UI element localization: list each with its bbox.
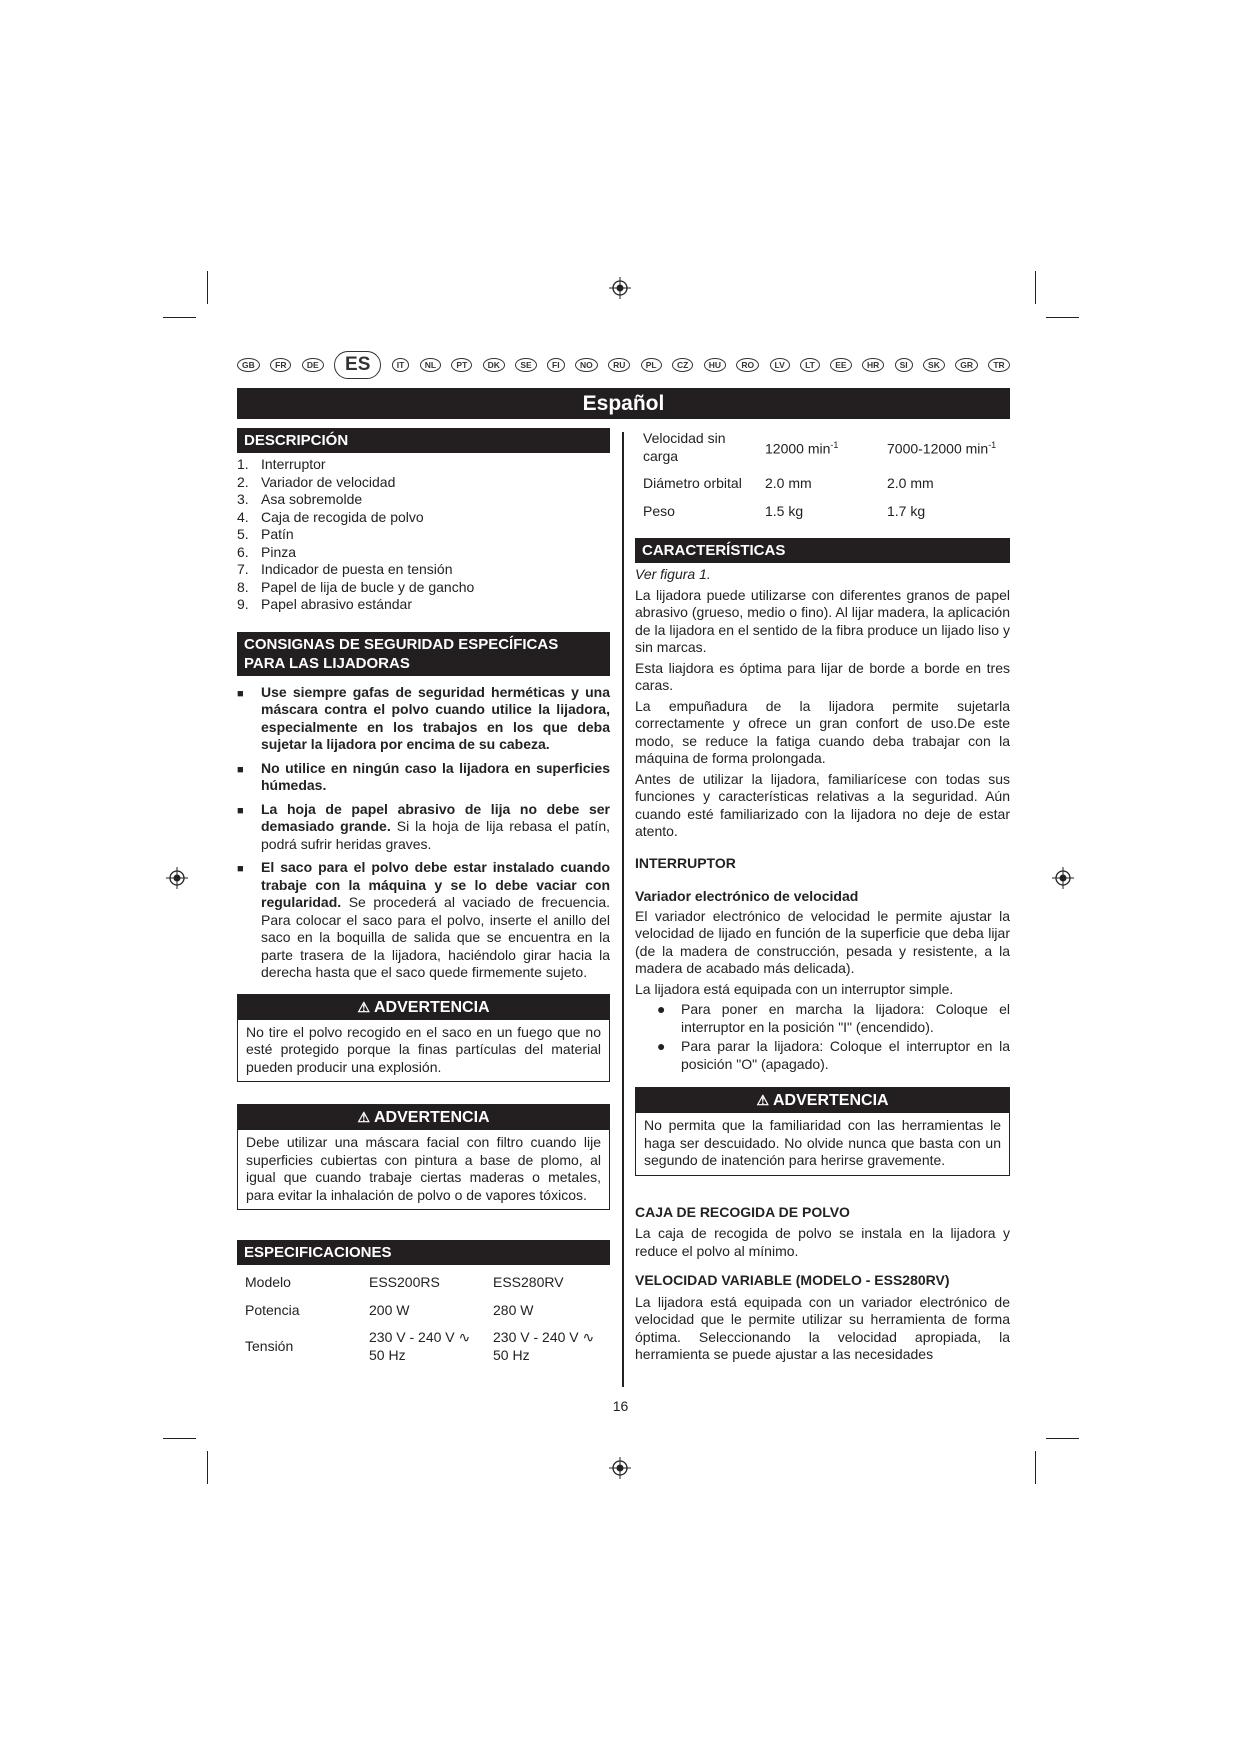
lang-badge-gr: GR <box>955 358 978 372</box>
section-header-especificaciones: ESPECIFICACIONES <box>237 1240 610 1265</box>
section-header-descripcion: DESCRIPCIÓN <box>237 428 610 453</box>
registration-mark-icon <box>1052 867 1074 889</box>
lang-badge-si: SI <box>895 358 913 372</box>
paragraph: La lijadora está equipada con un variador electrónico de velocidad que le permite utilizar su herramienta de forma óptima. Seleccionando la velocidad apropiada, la herramienta se puede ajustar a las necesidades <box>635 1293 1010 1362</box>
warning-box: ⚠ ADVERTENCIA No permita que la familiaridad con las herramientas le haga ser descuidado. No olvide nunca que basta con un segundo de inatención para herirse gravemente. <box>635 1087 1010 1176</box>
crop-mark <box>1046 317 1079 318</box>
lang-badge-hu: HU <box>704 358 726 372</box>
table-row: Modelo ESS200RS ESS280RV <box>245 1274 564 1290</box>
switch-list <box>657 1001 1010 1073</box>
paragraph: El variador electrónico de velocidad le permite ajustar la velocidad de lijado en función de la superficie que deba lijar (de la madera de construcción, pesada y resistente, a la madera de acabado más delicada). <box>635 907 1010 976</box>
lang-badge-pl: PL <box>641 358 662 372</box>
paragraph: La lijadora está equipada con un interruptor simple. <box>635 980 954 997</box>
crop-mark <box>1046 1438 1079 1439</box>
bullet-icon: ● <box>657 1001 666 1017</box>
list-item: 4. Caja de recogida de polvo <box>237 508 424 525</box>
list-item: 6. Pinza <box>237 543 297 560</box>
table-row: Tensión 230 V - 240 V ∿ 50 Hz 230 V - 240 V ∿ 50 Hz <box>245 1329 595 1363</box>
list-item: ■ El saco para el polvo debe estar instalado cuando trabaje con la máquina y se lo debe vaciar con regularidad. Se procederá al vaciado de frecuencia. Para colocar el saco para el polvo, inserte el anillo del saco en la boquilla de salida que se encuentra en la parte trasera de la lijadora, haciéndolo girar hacia la derecha hasta que el saco quede firmemente sujeto. <box>237 859 610 980</box>
page-number: 16 <box>612 1398 629 1414</box>
lang-badge-se: SE <box>515 358 536 372</box>
lang-badge-dk: DK <box>483 358 505 372</box>
lang-badge-de: DE <box>302 358 324 372</box>
lang-badge-gb: GB <box>237 358 260 372</box>
list-item: 9. Papel abrasivo estándar <box>237 596 412 612</box>
list-item: ■ No utilice en ningún caso la lijadora en superficies húmedas. <box>237 759 610 793</box>
section-header-caracteristicas: CARACTERÍSTICAS <box>635 538 1010 563</box>
lang-badge-es-active: ES <box>334 351 381 379</box>
lang-badge-fr: FR <box>270 358 291 372</box>
paragraph: Esta liajdora es óptima para lijar de borde a borde en tres caras. <box>635 659 1010 693</box>
lang-badge-ro: RO <box>736 358 759 372</box>
left-column <box>237 428 610 1369</box>
list-item: 1. Interruptor <box>237 456 326 472</box>
warning-triangle-icon: ⚠ <box>756 1092 769 1108</box>
lang-badge-ee: EE <box>830 358 851 372</box>
subheading-caja: CAJA DE RECOGIDA DE POLVO <box>635 1203 850 1220</box>
list-item: 8. Papel de lija de bucle y de gancho <box>237 578 475 595</box>
lang-badge-cz: CZ <box>672 358 693 372</box>
crop-mark <box>1035 1451 1036 1484</box>
square-bullet-icon: ■ <box>237 687 244 700</box>
bullet-icon: ● <box>657 1038 666 1054</box>
list-item: ■ La hoja de papel abrasivo de lija no debe ser demasiado grande. Si la hoja de lija rebasa el patín, podrá sufrir heridas graves. <box>237 800 610 852</box>
subheading-interruptor: INTERRUPTOR <box>635 854 736 871</box>
list-item: 3. Asa sobremolde <box>237 491 363 507</box>
warning-triangle-icon: ⚠ <box>357 998 370 1015</box>
safety-list <box>237 684 610 982</box>
list-item: ● Para poner en marcha la lijadora: Coloque el interruptor en la posición "I" (encendido). <box>657 1001 1010 1035</box>
paragraph: La caja de recogida de polvo se instala en la lijadora y reduce el polvo al mínimo. <box>635 1225 1010 1259</box>
registration-mark-icon <box>609 1457 631 1479</box>
crop-mark <box>207 1451 208 1484</box>
section-header-consignas: CONSIGNAS DE SEGURIDAD ESPECÍFICAS PARA LAS LIJADORAS <box>237 632 610 676</box>
warning-box: ⚠ ADVERTENCIA Debe utilizar una máscara facial con filtro cuando lije superficies cubiertas con pintura a base de plomo, al igual que cuando trabaje ciertas maderas o metales, para evitar la inhalación de polvo o de vapores tóxicos. <box>237 1104 610 1210</box>
crop-mark <box>1035 271 1036 304</box>
registration-mark-icon <box>166 867 188 889</box>
specs-table <box>237 1269 610 1369</box>
table-row: Potencia 200 W 280 W <box>245 1301 534 1318</box>
language-banner: Español <box>237 388 1010 419</box>
table-row: Diámetro orbital 2.0 mm 2.0 mm <box>643 475 934 491</box>
lang-badge-lv: LV <box>770 358 790 372</box>
subheading-velocidad: VELOCIDAD VARIABLE (MODELO - ESS280RV) <box>635 1272 950 1288</box>
crop-mark <box>207 271 208 304</box>
crop-mark <box>163 1438 196 1439</box>
lang-badge-sk: SK <box>923 358 945 372</box>
column-divider <box>622 432 624 1387</box>
registration-mark-icon <box>609 277 631 299</box>
list-item: 2. Variador de velocidad <box>237 473 396 490</box>
table-row: Peso 1.5 kg 1.7 kg <box>643 502 926 519</box>
lang-badge-hr: HR <box>862 358 884 372</box>
parts-list <box>237 456 610 614</box>
list-item: ■ Use siempre gafas de seguridad herméticas y una máscara contra el polvo cuando utilice la lijadora, especialmente en los trabajos en los que deba sujetar la lijadora por encima de su cabeza. <box>237 683 610 752</box>
warning-box: ⚠ ADVERTENCIA No tire el polvo recogido en el saco en un fuego que no esté protegido porque la finas partículas del material pueden producir una explosión. <box>237 994 610 1083</box>
lang-badge-tr: TR <box>988 358 1009 372</box>
subheading-variador: Variador electrónico de velocidad <box>635 888 859 904</box>
list-item: 5. Patín <box>237 526 294 542</box>
specs-table-continued <box>635 425 1010 525</box>
lang-badge-pt: PT <box>451 358 472 372</box>
paragraph: Antes de utilizar la lijadora, familiarícese con todas sus funciones y características relativas a la seguridad. Aún cuando esté familiarizado con la lijadora no deje de estar atento. <box>635 770 1010 839</box>
paragraph: La empuñadura de la lijadora permite sujetarla correctamente y ofrece un gran confort de uso.De este modo, se reduce la fatiga cuando deba trabajar con la máquina de forma prolongada. <box>635 697 1010 766</box>
lang-badge-nl: NL <box>420 358 441 372</box>
lang-badge-lt: LT <box>800 358 820 372</box>
language-bar <box>237 352 1010 378</box>
square-bullet-icon: ■ <box>237 863 244 875</box>
lang-badge-fi: FI <box>547 358 565 372</box>
lang-badge-ru: RU <box>608 358 630 372</box>
list-item: 7. Indicador de puesta en tensión <box>237 561 453 577</box>
lang-badge-it: IT <box>392 358 410 372</box>
crop-mark <box>163 317 196 318</box>
square-bullet-icon: ■ <box>237 804 244 817</box>
square-bullet-icon: ■ <box>237 763 244 776</box>
warning-triangle-icon: ⚠ <box>357 1109 370 1125</box>
table-row: Velocidad sin carga 12000 $\min^{-1}$ 7000-12000 $\min^{-1}$ <box>643 430 997 464</box>
paragraph: La lijadora puede utilizarse con diferentes granos de papel abrasivo (grueso, medio o fino). Al lijar madera, la aplicación de la lijadora en el sentido de la fibra produce un lijado liso y sin marcas. <box>635 586 1010 655</box>
lang-badge-no: NO <box>575 358 598 372</box>
right-column <box>635 428 1010 1367</box>
list-item: ● Para parar la lijadora: Coloque el interruptor en la posición "O" (apagado). <box>657 1038 1010 1072</box>
figure-reference: Ver figura 1. <box>635 566 711 582</box>
